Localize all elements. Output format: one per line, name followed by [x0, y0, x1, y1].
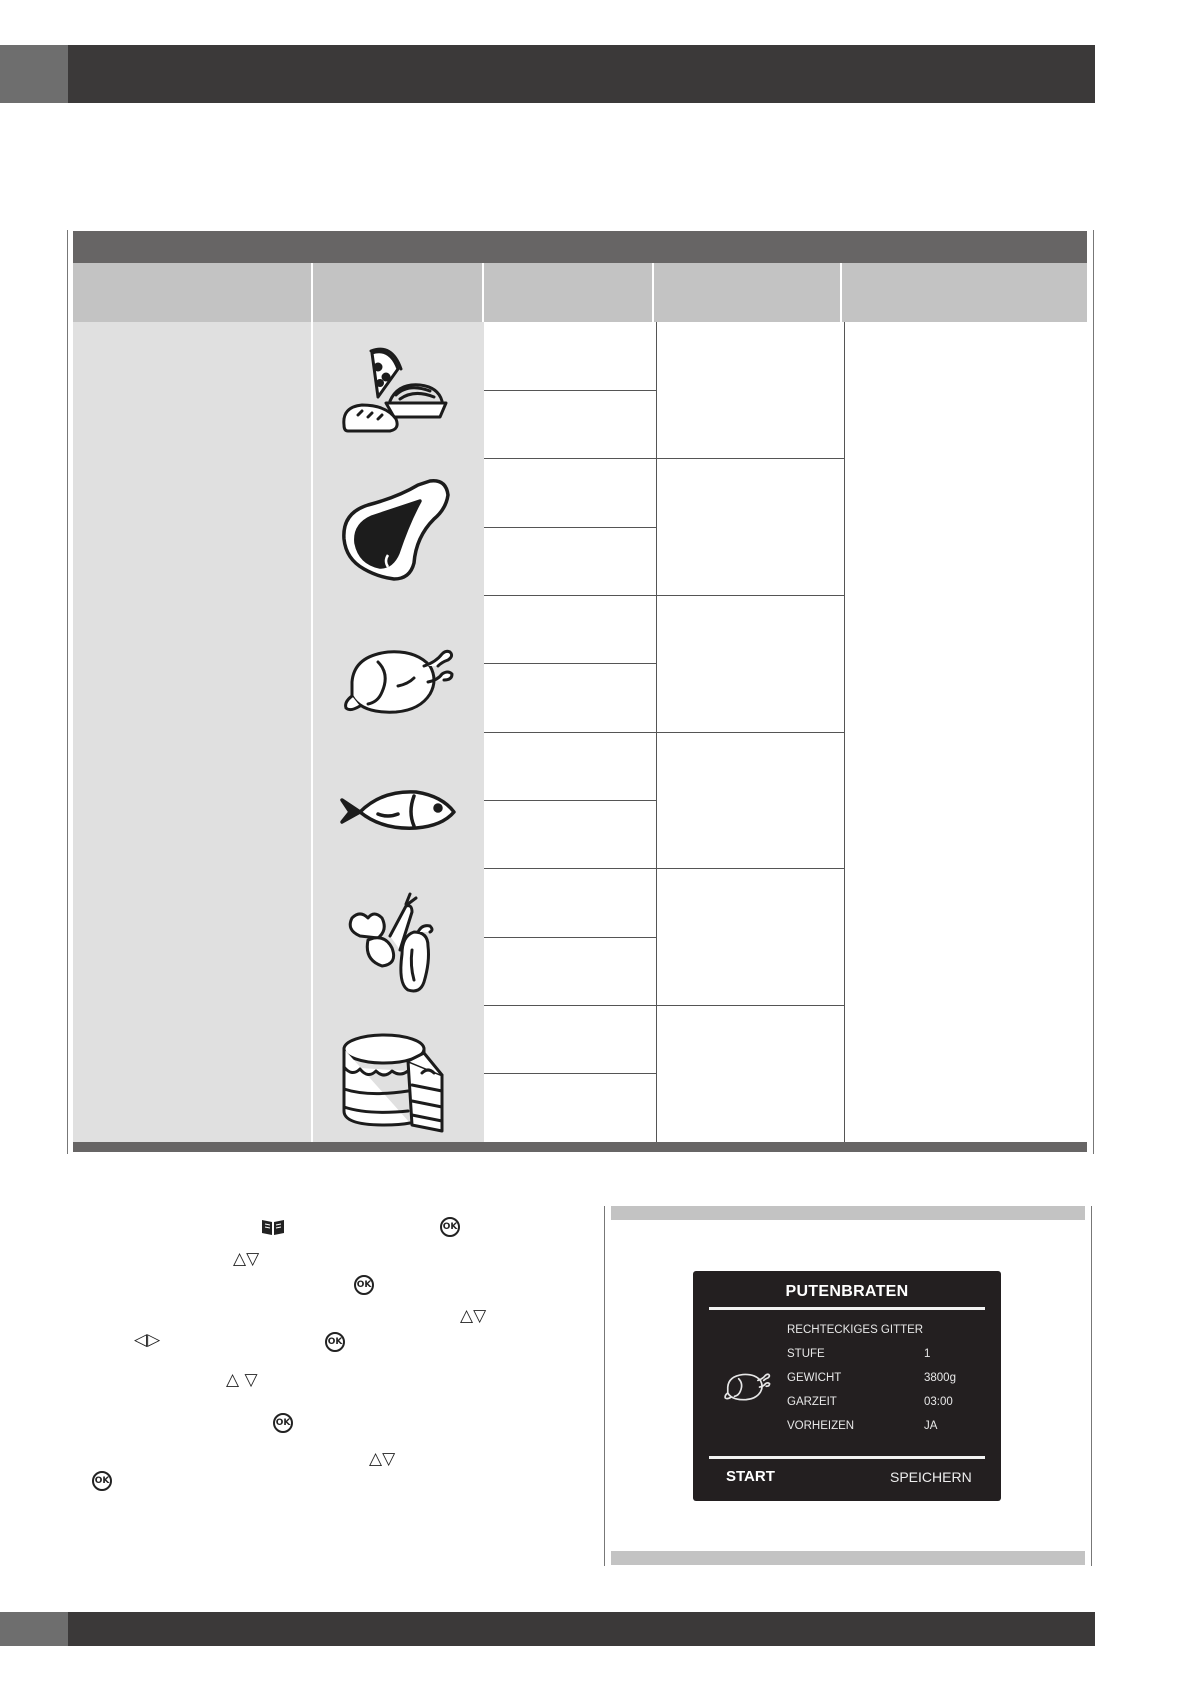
setting-row [787, 1348, 987, 1366]
up-down-arrows-icon: △▽ [369, 1449, 396, 1469]
cake-icon [338, 1027, 458, 1137]
up-down-arrows-icon: △▽ [233, 1249, 260, 1269]
row-divider [484, 937, 656, 938]
page-header-bar [0, 45, 1095, 103]
setting-value: 3800g [924, 1372, 956, 1384]
setting-row [787, 1372, 987, 1390]
start-button[interactable]: START [726, 1468, 775, 1485]
poultry-icon [338, 622, 458, 732]
setting-label: STUFE [787, 1348, 825, 1360]
vegetables-icon [338, 890, 458, 1000]
recipe-table [67, 230, 1094, 1154]
setting-row [787, 1396, 987, 1414]
setting-value: JA [924, 1420, 938, 1432]
panel-top-band [611, 1206, 1085, 1220]
group-divider [484, 868, 844, 869]
setting-label: GARZEIT [787, 1396, 837, 1408]
ok-button-icon: OK [273, 1413, 293, 1433]
setting-row [787, 1420, 987, 1438]
row-divider [484, 527, 656, 528]
panel-left-border [604, 1206, 605, 1566]
page-header-tab [0, 45, 68, 103]
category-column [73, 322, 311, 1142]
group-divider [484, 732, 844, 733]
page-footer-tab [0, 1612, 68, 1646]
table-header [73, 231, 1087, 263]
ok-button-icon: OK [440, 1217, 460, 1237]
setting-value: 1 [924, 1348, 931, 1360]
save-button[interactable]: SPEICHERN [890, 1469, 972, 1485]
column-separator [482, 263, 484, 322]
table-column-headers [73, 263, 1087, 322]
setting-row [787, 1324, 987, 1342]
left-right-arrows-icon: ◁▷ [134, 1330, 161, 1350]
row-divider [484, 663, 656, 664]
up-down-arrows-icon: △ ▽ [226, 1370, 258, 1390]
footer-divider [709, 1456, 985, 1459]
fish-icon [338, 756, 458, 866]
cell-separator [844, 322, 845, 1142]
group-divider [484, 595, 844, 596]
program-cells [484, 322, 1087, 1142]
setting-label: VORHEIZEN [787, 1420, 855, 1432]
setting-label: RECHTECKIGES GITTER [787, 1324, 924, 1336]
table-right-border [1093, 230, 1094, 1154]
up-down-arrows-icon: △▽ [460, 1306, 487, 1326]
row-divider [484, 1073, 656, 1074]
group-divider [484, 458, 844, 459]
ok-button-icon: OK [354, 1275, 374, 1295]
column-separator [652, 263, 654, 322]
row-divider [484, 390, 656, 391]
oven-display-screen [693, 1271, 1001, 1501]
pizza-pasta-bread-icon [338, 345, 458, 455]
book-icon [260, 1217, 286, 1237]
panel-right-border [1091, 1206, 1092, 1566]
ok-button-icon: OK [325, 1332, 345, 1352]
column-separator [840, 263, 842, 322]
table-left-border [67, 230, 68, 1154]
setting-value: 03:00 [924, 1396, 953, 1408]
setting-label: GEWICHT [787, 1372, 842, 1384]
column-separator [311, 263, 313, 322]
group-divider [484, 1005, 844, 1006]
ok-button-icon: OK [92, 1471, 112, 1491]
title-divider [709, 1307, 985, 1310]
table-footer [73, 1142, 1087, 1152]
panel-bottom-band [611, 1551, 1085, 1565]
program-title: PUTENBRATEN [785, 1283, 909, 1300]
row-divider [484, 800, 656, 801]
meat-steak-icon [338, 475, 458, 585]
poultry-icon [715, 1362, 779, 1408]
page-footer-bar [0, 1612, 1095, 1646]
